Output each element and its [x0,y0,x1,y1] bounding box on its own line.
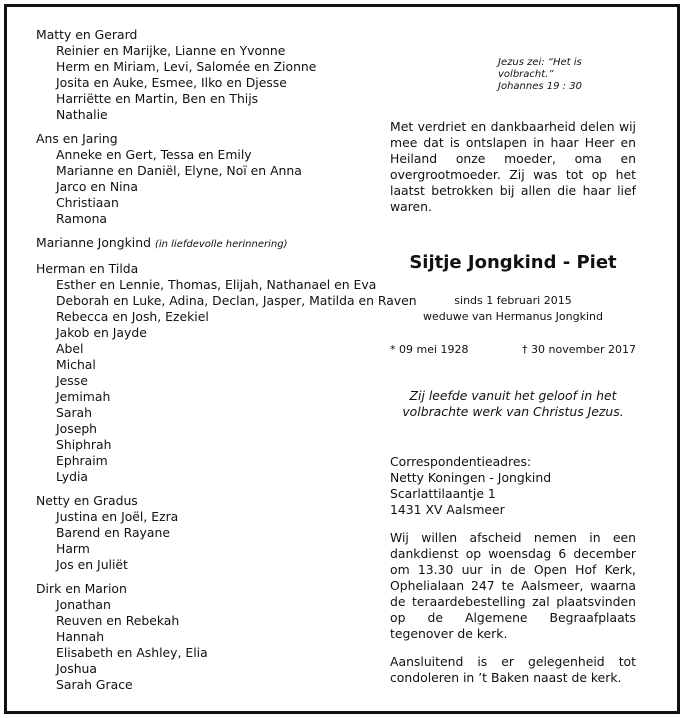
announcement-column [390,27,636,686]
announcement-frame [4,4,680,714]
group-member: Abel [56,341,84,356]
group-member: Hannah [56,629,105,644]
group-head: Matty en Gerard [36,27,138,42]
intro-text: Met verdriet en dankbaarheid delen wij mee dat is ontslapen in haar Heer en Heiland onze moeder, oma en overgrootmoeder. Zij was tot op het laatst betrokken bij allen die haar lief waren. [390,119,636,214]
group-member: Reuven en Rebekah [56,613,180,628]
group-member: Jemimah [56,389,111,404]
widow-info [390,293,636,325]
family-group [36,27,386,123]
group-member: Elisabeth en Ashley, Elia [56,645,208,660]
group-member: Barend en Rayane [56,525,170,540]
widow-of: weduwe van Hermanus Jongkind [422,310,603,323]
group-member: Christiaan [56,195,119,210]
group-member: Joshua [56,661,97,676]
group-member: Marianne en Daniël, Elyne, Noï en Anna [56,163,302,178]
group-member: Josita en Auke, Esmee, Ilko en Djesse [56,75,287,90]
quote-reference: Johannes 19 : 30 [498,81,582,92]
group-member: Sarah Grace [56,677,133,692]
family-group [36,235,386,253]
group-member: Harriëtte en Martin, Ben en Thijs [56,91,259,106]
group-head: Ans en Jaring [36,131,118,146]
quote-text: Jezus zei: “Het is volbracht.” [498,57,582,80]
group-member: Jakob en Jayde [56,325,147,340]
motto-line: Zij leefde vanuit het geloof in het [409,388,617,403]
family-group [36,261,417,485]
motto-line: volbrachte werk van Christus Jezus. [402,404,624,419]
group-member: Ephraim [56,453,108,468]
correspondence-name: Netty Koningen - Jongkind [390,470,552,485]
group-head: Dirk en Marion [36,581,127,596]
bible-quote [498,57,636,93]
group-member: Joseph [56,421,98,436]
group-member: Sarah [56,405,92,420]
service-text: Wij willen afscheid nemen in een dankdienst op woensdag 6 december om 13.30 uur in de Open Hof Kerk, Ophelialaan 247 te Aalsmeer, waarna de teraardebestelling zal plaatsvinden op de Algemene Begraafplaats tegenover de kerk. [390,530,636,641]
family-list [36,27,417,701]
group-head [36,235,386,253]
group-member: Lydia [56,469,88,484]
correspondence-city: 1431 XV Aalsmeer [390,502,505,517]
group-member: Reinier en Marijke, Lianne en Yvonne [56,43,286,58]
deceased-name: Sijtje Jongkind - Piet [409,252,617,273]
group-member: Ramona [56,211,108,226]
group-member: Shiphrah [56,437,112,452]
group-member: Herm en Miriam, Levi, Salomée en Zionne [56,59,317,74]
group-member: Jonathan [56,597,111,612]
group-member: Esther en Lennie, Thomas, Elijah, Nathanael en Eva [56,277,377,292]
group-member: Harm [56,541,90,556]
group-member: Jarco en Nina [56,179,138,194]
condolence-text: Aansluitend is er gelegenheid tot condoleren in ’t Baken naast de kerk. [390,654,636,685]
faith-motto [390,388,636,420]
correspondence-label: Correspondentieadres: [390,454,532,469]
memorial-note: (in liefdevolle herinnering) [154,239,288,250]
family-group [36,493,386,573]
group-member: Anneke en Gert, Tessa en Emily [56,147,252,162]
group-head-name: Marianne Jongkind [36,235,151,250]
correspondence-address [390,454,636,518]
group-head: Netty en Gradus [36,493,138,508]
correspondence-street: Scarlattilaantje 1 [390,486,496,501]
group-member: Justina en Joël, Ezra [56,509,179,524]
group-head: Herman en Tilda [36,261,139,276]
group-member: Jos en Juliët [56,557,128,572]
death-date: † 30 november 2017 [522,343,636,356]
group-member: Jesse [56,373,88,388]
family-group [36,581,386,693]
birth-date: * 09 mei 1928 [390,343,469,356]
group-member: Nathalie [56,107,108,122]
group-member: Rebecca en Josh, Ezekiel [56,309,209,324]
group-member: Michal [56,357,96,372]
life-dates [390,342,636,358]
family-group [36,131,386,227]
group-member: Deborah en Luke, Adina, Declan, Jasper, Matilda en Raven [56,293,417,308]
since-date: sinds 1 februari 2015 [454,294,572,307]
